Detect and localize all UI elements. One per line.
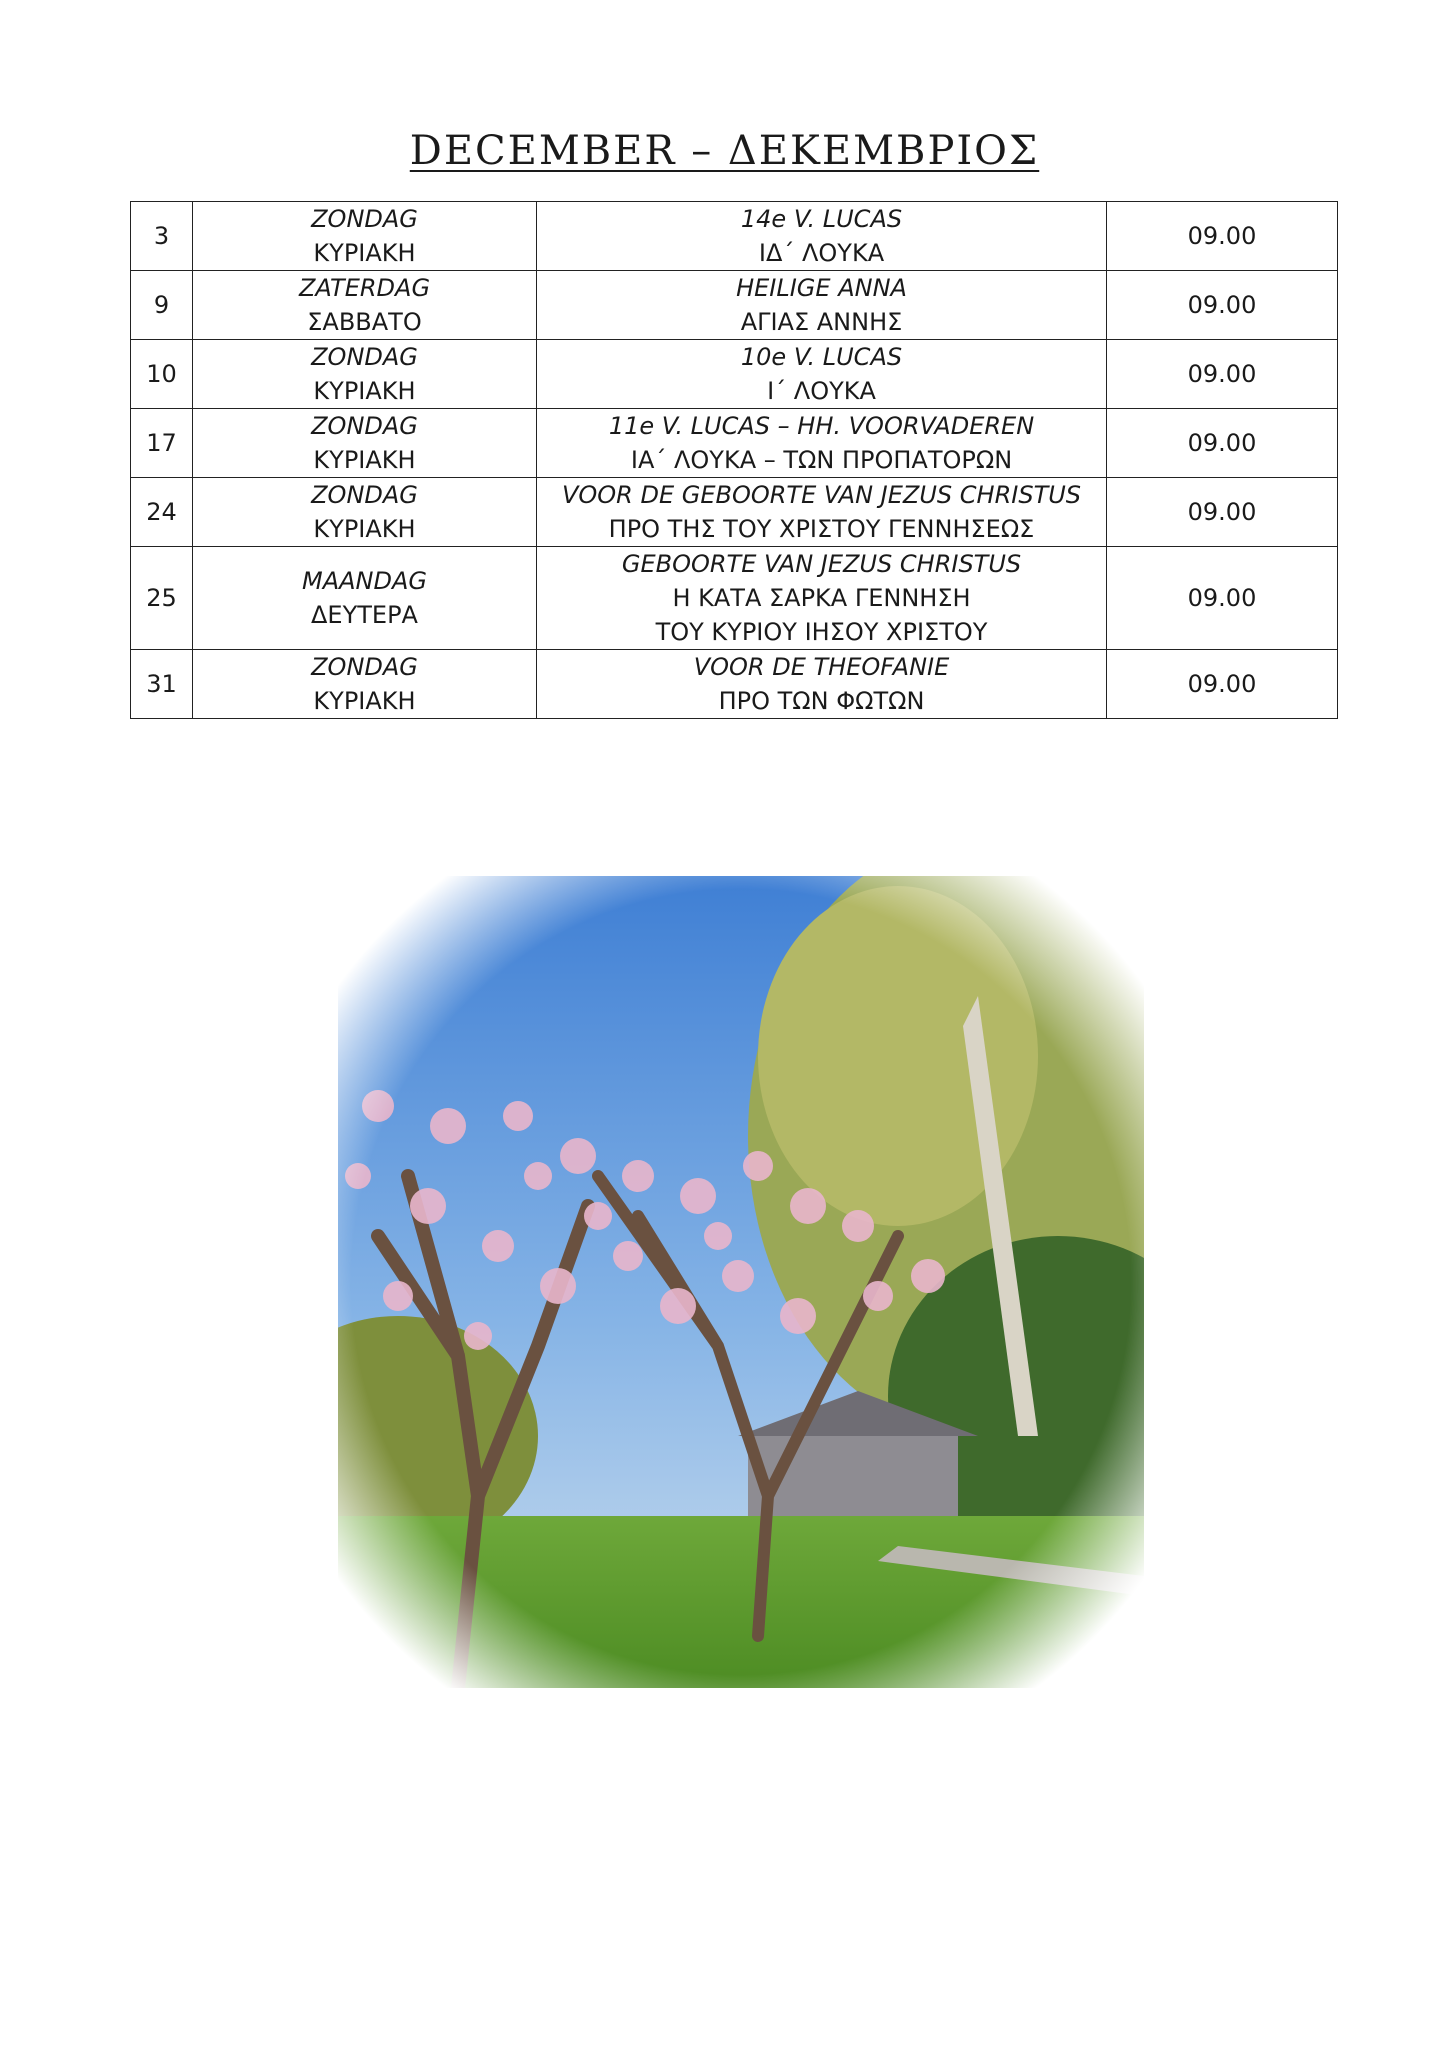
feast-cell — [537, 409, 1107, 478]
service-time: 09.00 — [1107, 478, 1338, 547]
weekday-cell — [193, 409, 537, 478]
day-number: 3 — [131, 202, 193, 271]
weekday-cell — [193, 547, 537, 650]
day-number: 10 — [131, 340, 193, 409]
service-time: 09.00 — [1107, 340, 1338, 409]
weekday-greek: ΚΥΡΙΑΚΗ — [313, 687, 416, 715]
weekday-greek: ΚΥΡΙΑΚΗ — [313, 515, 416, 543]
feast-dutch: VOOR DE THEOFANIE — [693, 653, 950, 681]
feast-greek: Ι΄ ΛΟΥΚΑ — [767, 377, 876, 405]
weekday-cell — [193, 202, 537, 271]
feast-greek: ΠΡΟ ΤΩΝ ΦΩΤΩΝ — [718, 687, 925, 715]
weekday-dutch: ZONDAG — [311, 653, 418, 681]
schedule-row — [131, 650, 1338, 719]
weekday-greek: ΚΥΡΙΑΚΗ — [313, 446, 416, 474]
feast-dutch: HEILIGE ANNA — [736, 274, 907, 302]
weekday-dutch: ZONDAG — [311, 412, 418, 440]
weekday-dutch: ZATERDAG — [298, 274, 431, 302]
page-title: DECEMBER – ΔΕΚΕΜΒΡΙΟΣ — [409, 128, 1040, 174]
weekday-dutch: MAANDAG — [302, 567, 427, 595]
feast-greek: ΙΑ΄ ΛΟΥΚΑ – ΤΩΝ ΠΡΟΠΑΤΟΡΩΝ — [630, 446, 1013, 474]
feast-dutch: 11e V. LUCAS – HH. VOORVADEREN — [608, 412, 1035, 440]
feast-cell — [537, 202, 1107, 271]
service-time: 09.00 — [1107, 271, 1338, 340]
schedule-row — [131, 547, 1338, 650]
feast-greek: ΑΓΙΑΣ ΑΝΝΗΣ — [740, 308, 903, 336]
schedule-row — [131, 478, 1338, 547]
feast-cell — [537, 271, 1107, 340]
feast-greek: Η ΚΑΤΑ ΣΑΡΚΑ ΓΕΝΝΗΣΗ — [672, 584, 971, 612]
feast-cell — [537, 547, 1107, 650]
weekday-greek: ΣΑΒΒΑΤΟ — [307, 308, 422, 336]
service-time: 09.00 — [1107, 202, 1338, 271]
day-number: 31 — [131, 650, 193, 719]
weekday-dutch: ZONDAG — [311, 205, 418, 233]
day-number: 25 — [131, 547, 193, 650]
weekday-dutch: ZONDAG — [311, 481, 418, 509]
weekday-greek: ΚΥΡΙΑΚΗ — [313, 239, 416, 267]
service-schedule-table — [130, 201, 1338, 719]
feast-greek: ΠΡΟ ΤΗΣ ΤΟΥ ΧΡΙΣΤΟΥ ΓΕΝΝΗΣΕΩΣ — [608, 515, 1035, 543]
weekday-cell — [193, 478, 537, 547]
service-time: 09.00 — [1107, 409, 1338, 478]
schedule-row — [131, 202, 1338, 271]
weekday-dutch: ZONDAG — [311, 343, 418, 371]
schedule-row — [131, 409, 1338, 478]
feast-dutch: GEBOORTE VAN JEZUS CHRISTUS — [621, 550, 1022, 578]
feast-cell — [537, 650, 1107, 719]
feast-greek: ΤΟΥ ΚΥΡΙΟΥ ΙΗΣΟΥ ΧΡΙΣΤΟΥ — [655, 618, 988, 646]
feast-cell — [537, 340, 1107, 409]
weekday-greek: ΔΕΥΤΕΡΑ — [311, 601, 418, 629]
day-number: 9 — [131, 271, 193, 340]
weekday-greek: ΚΥΡΙΑΚΗ — [313, 377, 416, 405]
feast-dutch: 10e V. LUCAS — [740, 343, 903, 371]
feast-dutch: VOOR DE GEBOORTE VAN JEZUS CHRISTUS — [561, 481, 1082, 509]
weekday-cell — [193, 271, 537, 340]
service-time: 09.00 — [1107, 547, 1338, 650]
service-time: 09.00 — [1107, 650, 1338, 719]
weekday-cell — [193, 650, 537, 719]
schedule-row — [131, 340, 1338, 409]
feast-cell — [537, 478, 1107, 547]
feast-greek: ΙΔ΄ ΛΟΥΚΑ — [758, 239, 885, 267]
blossom-tree-photo — [338, 876, 1144, 1688]
feast-dutch: 14e V. LUCAS — [740, 205, 903, 233]
weekday-cell — [193, 340, 537, 409]
day-number: 24 — [131, 478, 193, 547]
schedule-row — [131, 271, 1338, 340]
day-number: 17 — [131, 409, 193, 478]
